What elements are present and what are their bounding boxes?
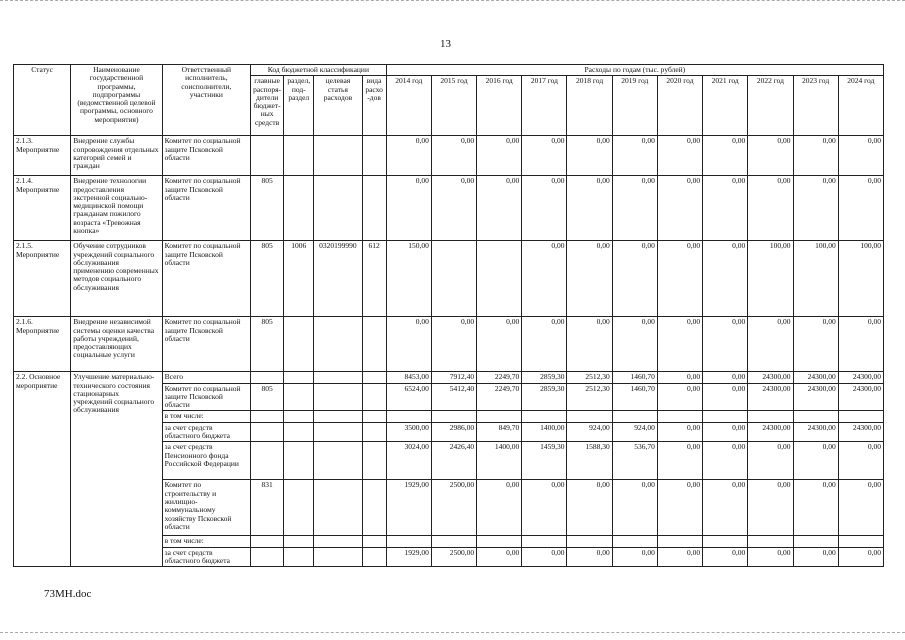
sub-value: 24300,00 [793,422,838,442]
header-year: 2015 год [431,76,476,136]
row-name: Обучение сотрудников учреждений социального обслуживания применению современных методов социального обслуживания [71,241,162,317]
sub-value: 6524,00 [386,383,431,411]
table-row [14,241,884,317]
sub-value: 2249,70 [477,383,522,411]
sub-value: 0,00 [793,442,838,480]
sub-value [431,411,476,422]
sub-value [386,536,431,547]
sub-value: 1460,70 [612,383,657,411]
header-code-col: главные распоря-дители бюджет-ных средств [251,76,284,136]
row-value: 0,00 [386,317,431,372]
row-value: 0,00 [386,176,431,241]
sub-code-gr [251,422,284,442]
sub-executor: за счет средств областного бюджета [162,422,250,442]
row-code-rz [284,176,314,241]
row-executor: Комитет по социальной защите Псковской области [162,317,250,372]
sub-value: 2500,00 [431,547,476,567]
sub-value [567,411,612,422]
sub-value [612,536,657,547]
sub-value: 0,00 [657,442,702,480]
row-value: 0,00 [612,176,657,241]
sub-value: 0,00 [793,547,838,567]
row-value: 0,00 [703,176,748,241]
row-value: 0,00 [567,317,612,372]
sub-code-cs [314,442,362,480]
sub-executor: в том числе: [162,411,250,422]
sub-value [522,536,567,547]
sub-value: 0,00 [703,422,748,442]
sub-code-gr [251,536,284,547]
header-year: 2018 год [567,76,612,136]
row-name: Внедрение технологии предоставления экстренной социально-медицинской помощи гражданам пожилого возраста «Тревожная кнопка» [71,176,162,241]
row-code-vr [362,136,386,176]
row-value: 0,00 [522,317,567,372]
sub-value [793,411,838,422]
sub-value: 5412,40 [431,383,476,411]
header-year: 2023 год [793,76,838,136]
sub-value: 24300,00 [748,372,793,383]
row-value: 0,00 [431,176,476,241]
sub-value [386,411,431,422]
sub-value: 24300,00 [793,372,838,383]
sub-code-gr [251,411,284,422]
sub-value: 2500,00 [431,480,476,536]
sub-value: 1929,00 [386,547,431,567]
sub-code-cs [314,536,362,547]
row-value: 0,00 [793,136,838,176]
sub-value: 0,00 [612,480,657,536]
header-year: 2020 год [657,76,702,136]
sub-code-rz [284,383,314,411]
sub-code-cs [314,422,362,442]
header-year: 2014 год [386,76,431,136]
sub-value: 0,00 [612,547,657,567]
header-executor: Ответственный исполнитель, соисполнители, участники [162,65,250,136]
header-year: 2022 год [748,76,793,136]
row-code-gr: 805 [251,176,284,241]
sub-executor: за счет средств областного бюджета [162,547,250,567]
row-code-cs [314,136,362,176]
sub-value: 536,70 [612,442,657,480]
sub-code-vr [362,442,386,480]
row-executor: Комитет по социальной защите Псковской области [162,136,250,176]
row-code-rz [284,136,314,176]
sub-value: 24300,00 [838,372,883,383]
row-value: 0,00 [748,136,793,176]
sub-value: 2426,40 [431,442,476,480]
sub-value: 0,00 [657,372,702,383]
sub-value [838,411,883,422]
row-code-gr: 805 [251,317,284,372]
table-row [14,136,884,176]
row-value: 0,00 [567,241,612,317]
sub-value: 3500,00 [386,422,431,442]
sub-code-gr: 831 [251,480,284,536]
row-code-rz: 1006 [284,241,314,317]
sub-code-gr [251,547,284,567]
sub-value: 0,00 [703,547,748,567]
sub-value: 0,00 [748,480,793,536]
sub-value [657,536,702,547]
row-value: 0,00 [838,317,883,372]
header-code-col: вида расхо-дов [362,76,386,136]
row-code-gr: 805 [251,241,284,317]
sub-value: 0,00 [703,383,748,411]
row-value: 0,00 [703,241,748,317]
sub-value: 0,00 [657,547,702,567]
sub-value [748,411,793,422]
sub-value: 24300,00 [838,383,883,411]
row-value: 0,00 [612,241,657,317]
sub-code-gr [251,442,284,480]
row-value: 0,00 [522,176,567,241]
sub-value [657,411,702,422]
sub-value [703,536,748,547]
sub-code-rz [284,422,314,442]
sub-value: 0,00 [522,480,567,536]
row-name: Внедрение независимой системы оценки качества работы учреждений, предоставляющих социальные услуги [71,317,162,372]
sub-value [793,536,838,547]
sub-value: 8453,00 [386,372,431,383]
sub-value: 1400,00 [522,422,567,442]
table-row [14,176,884,241]
sub-value: 2512,30 [567,372,612,383]
page-number: 13 [440,38,451,50]
sub-value: 0,00 [838,442,883,480]
sub-code-rz [284,442,314,480]
row-value: 0,00 [838,136,883,176]
table-row [14,372,884,383]
main-event-name: Улучшение материально-технического состояния стационарных учреждений социального обслуживания [71,372,162,567]
sub-value [567,536,612,547]
sub-value: 1400,00 [477,442,522,480]
sub-value [477,536,522,547]
sub-code-vr [362,411,386,422]
sub-executor: в том числе: [162,536,250,547]
sub-value [522,411,567,422]
sub-value [612,411,657,422]
table-row [14,317,884,372]
sub-code-vr [362,480,386,536]
sub-value: 0,00 [748,547,793,567]
row-code-rz [284,317,314,372]
header-name: Наименование государственной программы, подпрограммы (ведомственной целевой программы, основного мероприятия) [71,65,162,136]
header-year: 2024 год [838,76,883,136]
main-event-status: 2.2. Основное мероприятие [14,372,71,567]
sub-value [838,536,883,547]
header-year: 2019 год [612,76,657,136]
header-budget-code: Код бюджетной классификации [251,65,387,76]
sub-value: 0,00 [522,547,567,567]
row-value: 0,00 [567,136,612,176]
sub-executor: за счет средств Пенсионного фонда Российской Федерации [162,442,250,480]
sub-code-rz [284,480,314,536]
sub-value [748,536,793,547]
sub-value: 2249,70 [477,372,522,383]
row-value: 0,00 [477,176,522,241]
row-value: 0,00 [748,317,793,372]
budget-table [13,64,884,567]
row-value: 0,00 [477,136,522,176]
row-value: 0,00 [703,136,748,176]
row-value: 0,00 [793,176,838,241]
header-year: 2016 год [477,76,522,136]
row-status: 2.1.4. Мероприятие [14,176,71,241]
row-executor: Комитет по социальной защите Псковской области [162,241,250,317]
row-status: 2.1.5. Мероприятие [14,241,71,317]
row-value: 0,00 [522,241,567,317]
sub-value: 0,00 [477,547,522,567]
sub-value: 1929,00 [386,480,431,536]
sub-value: 24300,00 [748,422,793,442]
row-code-cs [314,317,362,372]
row-status: 2.1.3. Мероприятие [14,136,71,176]
sub-value: 2859,30 [522,383,567,411]
footer-filename: 73МН.doc [44,588,92,600]
row-executor: Комитет по социальной защите Псковской области [162,176,250,241]
sub-value [477,411,522,422]
row-code-vr [362,176,386,241]
sub-code-rz [284,411,314,422]
sub-value: 1460,70 [612,372,657,383]
row-value: 0,00 [386,136,431,176]
sub-value: 0,00 [657,383,702,411]
top-border-line [0,0,905,5]
sub-value: 924,00 [567,422,612,442]
row-value: 0,00 [567,176,612,241]
sub-value [431,536,476,547]
row-name: Внедрение службы сопровождения отдельных категорий семей и граждан [71,136,162,176]
row-value: 0,00 [431,136,476,176]
sub-value [703,411,748,422]
sub-code-vr [362,422,386,442]
header-year: 2017 год [522,76,567,136]
header-status: Статус [14,65,71,136]
sub-value: 24300,00 [793,383,838,411]
sub-value: 0,00 [567,547,612,567]
sub-value: 0,00 [838,547,883,567]
sub-value: 0,00 [477,480,522,536]
row-value: 0,00 [431,317,476,372]
sub-value: 2986,00 [431,422,476,442]
row-value: 0,00 [838,176,883,241]
sub-value: 3024,00 [386,442,431,480]
row-value [477,241,522,317]
sub-code-cs [314,547,362,567]
header-code-col: целевая статья расходов [314,76,362,136]
row-value: 150,00 [386,241,431,317]
row-value: 100,00 [748,241,793,317]
sub-value: 0,00 [703,372,748,383]
sub-value: 24300,00 [748,383,793,411]
row-value: 100,00 [838,241,883,317]
row-value: 0,00 [793,317,838,372]
row-value: 0,00 [612,317,657,372]
row-value: 0,00 [748,176,793,241]
row-value: 100,00 [793,241,838,317]
row-code-gr [251,136,284,176]
sub-code-cs [314,480,362,536]
sub-value: 1588,30 [567,442,612,480]
sub-code-rz [284,372,314,383]
row-value [431,241,476,317]
sub-code-gr: 805 [251,383,284,411]
bottom-border-line [0,632,905,633]
sub-code-vr [362,547,386,567]
sub-value: 0,00 [793,480,838,536]
sub-value: 0,00 [703,442,748,480]
sub-code-cs [314,383,362,411]
row-status: 2.1.6. Мероприятие [14,317,71,372]
sub-code-vr [362,383,386,411]
header-code-col: раздел, под-раздел [284,76,314,136]
sub-value: 0,00 [748,442,793,480]
sub-value: 1459,30 [522,442,567,480]
row-value: 0,00 [703,317,748,372]
sub-code-rz [284,536,314,547]
row-code-vr [362,317,386,372]
sub-code-cs [314,411,362,422]
row-code-cs [314,176,362,241]
header-year: 2021 год [703,76,748,136]
table-header [14,65,884,136]
row-code-vr: 612 [362,241,386,317]
row-value: 0,00 [657,241,702,317]
header-expenses: Расходы по годам (тыс. рублей) [386,65,883,76]
sub-value: 849,70 [477,422,522,442]
row-value: 0,00 [477,317,522,372]
row-value: 0,00 [522,136,567,176]
row-value: 0,00 [612,136,657,176]
sub-code-vr [362,536,386,547]
sub-value: 0,00 [703,480,748,536]
sub-executor: Всего [162,372,250,383]
sub-value: 7912,40 [431,372,476,383]
sub-code-rz [284,547,314,567]
sub-value: 0,00 [567,480,612,536]
sub-value: 0,00 [657,422,702,442]
sub-value: 2512,30 [567,383,612,411]
sub-value: 0,00 [657,480,702,536]
row-value: 0,00 [657,136,702,176]
sub-value: 924,00 [612,422,657,442]
table-body [14,136,884,567]
row-code-cs: 0320199990 [314,241,362,317]
sub-executor: Комитет по социальной защите Псковской области [162,383,250,411]
row-value: 0,00 [657,176,702,241]
sub-code-gr [251,372,284,383]
sub-code-vr [362,372,386,383]
sub-value: 24300,00 [838,422,883,442]
row-value: 0,00 [657,317,702,372]
sub-code-cs [314,372,362,383]
sub-value: 0,00 [838,480,883,536]
sub-value: 2859,30 [522,372,567,383]
sub-executor: Комитет по строительству и жилищно-коммунальному хозяйству Псковской области [162,480,250,536]
